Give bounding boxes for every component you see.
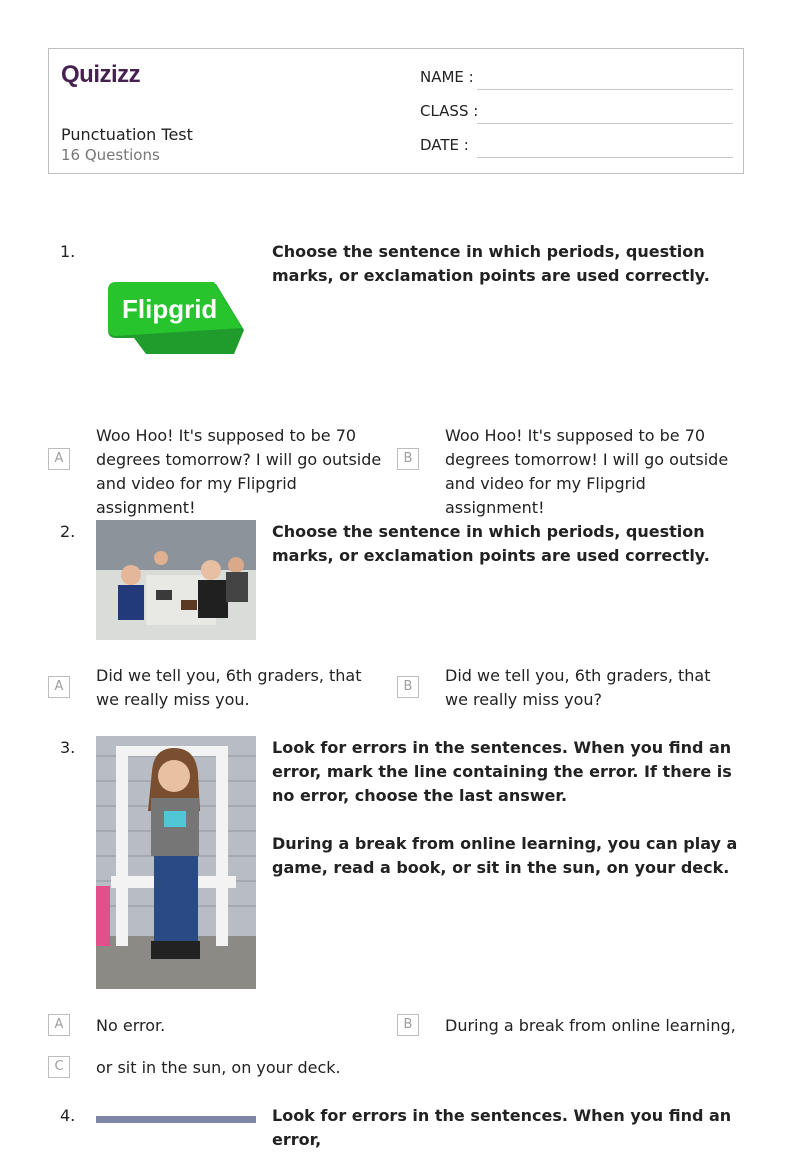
worksheet-header — [48, 48, 744, 174]
option-b-text: Woo Hoo! It's supposed to be 70 degrees tomorrow! I will go outside and video for my Flipgrid assignment! — [445, 426, 729, 517]
question-number: 1. — [60, 242, 76, 261]
question-text: Look for errors in the sentences. When you find an error, — [272, 1106, 732, 1149]
option-c-text: or sit in the sun, on your deck. — [96, 1058, 341, 1077]
question-text: Look for errors in the sentences. When you find an error, mark the line containing the error. If there is no error, choose the last answer. — [272, 738, 732, 805]
quizizz-logo — [61, 59, 153, 93]
classroom-photo — [96, 520, 256, 640]
flipgrid-logo-image — [106, 280, 246, 360]
question-text: Choose the sentence in which periods, question marks, or exclamation points are used correctly. — [272, 522, 710, 565]
name-line[interactable] — [477, 89, 733, 90]
option-a-box[interactable]: A — [48, 448, 70, 470]
option-b-box[interactable]: B — [397, 1014, 419, 1036]
question-sentence: During a break from online learning, you can play a game, read a book, or sit in the sun, on your deck. — [272, 834, 738, 877]
class-line[interactable] — [477, 123, 733, 124]
class-label: CLASS : — [420, 102, 479, 120]
option-b-box[interactable]: B — [397, 676, 419, 698]
question-number: 4. — [60, 1106, 76, 1125]
question-number: 3. — [60, 738, 76, 757]
name-label: NAME : — [420, 68, 474, 86]
quizizz-logo-icon — [61, 59, 153, 89]
girl-on-chair-photo — [96, 736, 256, 989]
test-title: Punctuation Test — [61, 125, 193, 144]
question-count: 16 Questions — [61, 146, 160, 164]
option-a-text: Woo Hoo! It's supposed to be 70 degrees tomorrow? I will go outside and video for my Flipgrid assignment! — [96, 426, 382, 517]
date-label: DATE : — [420, 136, 469, 154]
flipgrid-logo-text: Flipgrid — [122, 294, 218, 324]
question-4-photo — [96, 1116, 256, 1123]
option-b-text: Did we tell you, 6th graders, that we really miss you? — [445, 666, 711, 709]
svg-text:Quizizz: Quizizz — [61, 61, 141, 88]
option-a-box[interactable]: A — [48, 676, 70, 698]
question-number: 2. — [60, 522, 76, 541]
option-a-text: No error. — [96, 1016, 166, 1035]
option-b-text: During a break from online learning, — [445, 1016, 736, 1035]
option-a-box[interactable]: A — [48, 1014, 70, 1036]
question-text: Choose the sentence in which periods, question marks, or exclamation points are used correctly. — [272, 242, 710, 285]
date-line[interactable] — [477, 157, 733, 158]
option-c-box[interactable]: C — [48, 1056, 70, 1078]
option-a-text: Did we tell you, 6th graders, that we really miss you. — [96, 666, 362, 709]
option-b-box[interactable]: B — [397, 448, 419, 470]
